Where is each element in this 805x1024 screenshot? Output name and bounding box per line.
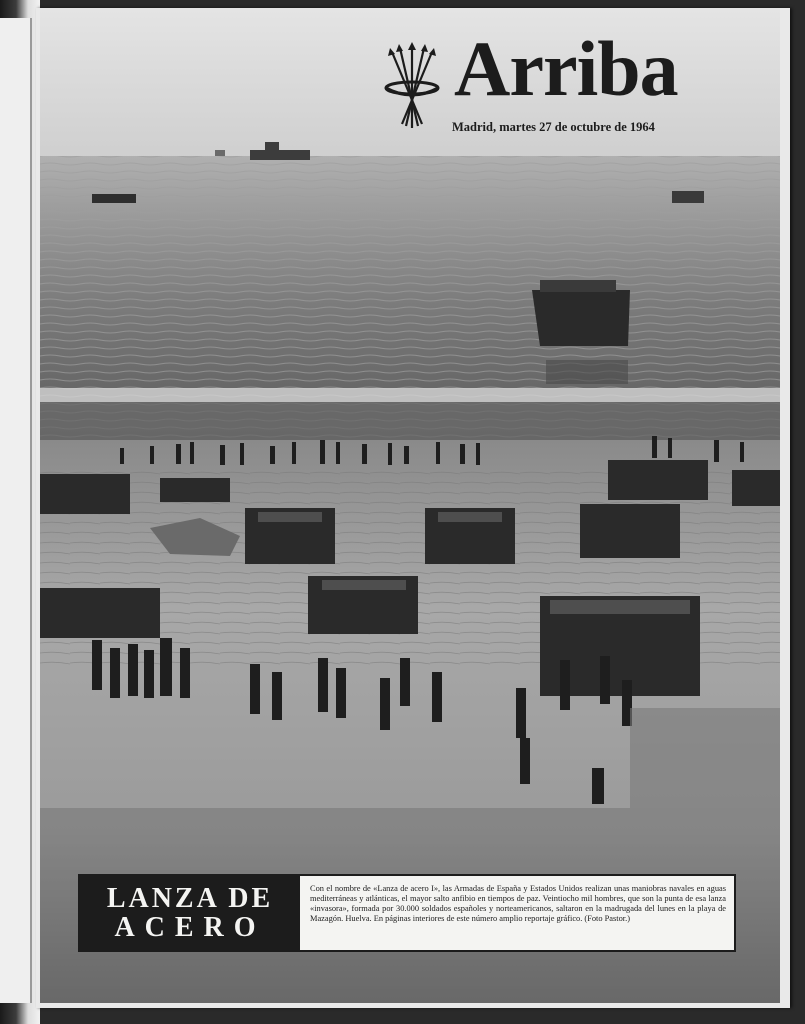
dateline: Madrid, martes 27 de octubre de 1964 [452, 120, 655, 134]
headline-line-1: LANZA DE [106, 882, 274, 914]
beach-landing-photo [40, 8, 780, 1003]
yoke-and-arrows-icon [382, 42, 442, 132]
photo-caption-text: Con el nombre de «Lanza de acero I», las Armadas de España y Estados Unidos realizan unas maniobras navales en aguas mediterráneas y atlánticas, el mayor salto anfibio en tiempos de paz. Veintiocho mil hombres, que son la punta de esa lanza «invasora», formada por 30.000 soldados españoles y norteamericanos, saltaron en la madrugada del lunes en la playa de Mazagón. Huelva. En páginas interiores de este número amplio reportaje gráfico. (Foto Pastor.) [310, 884, 726, 923]
headline-line-2: ACERO [114, 912, 266, 943]
newspaper-front-page [36, 8, 790, 1008]
facing-page-edge [0, 18, 32, 1003]
masthead [376, 25, 726, 136]
feature-headline [80, 876, 300, 950]
feature-caption-box [78, 874, 736, 952]
newspaper-title: Arriba [454, 25, 678, 112]
